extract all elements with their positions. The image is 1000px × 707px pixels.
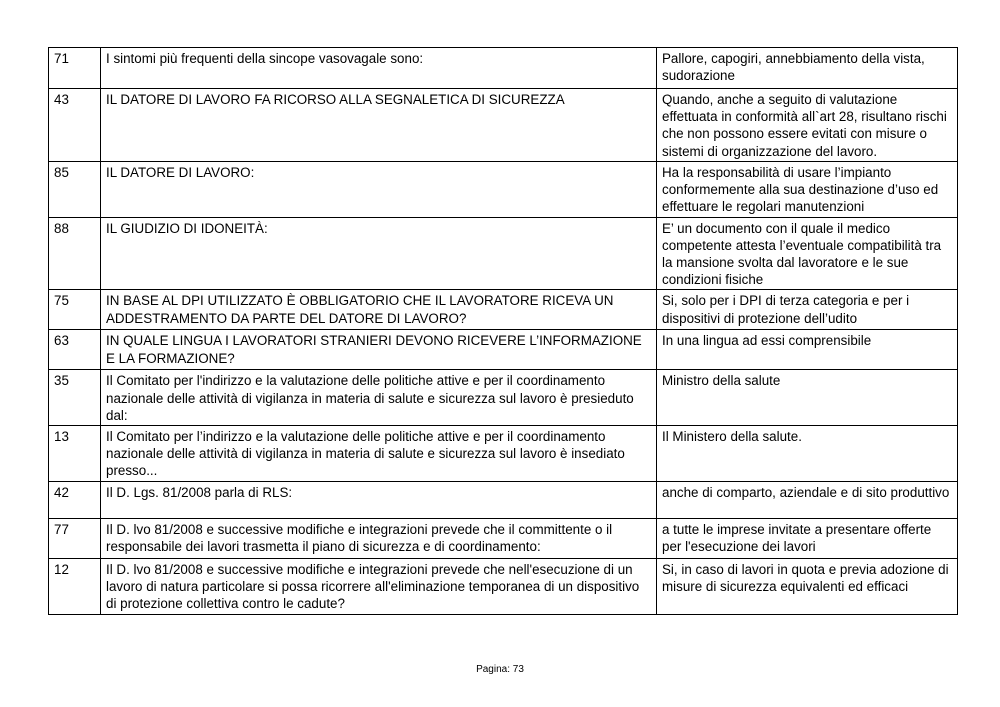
answer-text: Pallore, capogiri, annebbiamento della vista, sudorazione <box>657 48 958 89</box>
question-text: IL DATORE DI LAVORO FA RICORSO ALLA SEGNALETICA DI SICUREZZA <box>101 89 657 162</box>
page-footer <box>0 664 1000 676</box>
answer-text: a tutte le imprese invitate a presentare offerte per l'esecuzione dei lavori <box>657 518 958 558</box>
question-text: I sintomi più frequenti della sincope vasovagale sono: <box>101 48 657 89</box>
question-text: Il D. lvo 81/2008 e successive modifiche e integrazioni prevede che il committente o il responsabile dei lavori trasmetta il piano di sicurezza e di coordinamento: <box>101 518 657 558</box>
table-row <box>49 48 958 89</box>
question-number: 42 <box>49 481 101 518</box>
question-number: 85 <box>49 162 101 218</box>
question-number: 35 <box>49 370 101 426</box>
question-number: 88 <box>49 217 101 290</box>
table-row <box>49 558 958 614</box>
answer-text: Il Ministero della salute. <box>657 426 958 482</box>
question-number: 12 <box>49 558 101 614</box>
answer-text: Si, in caso di lavori in quota e previa adozione di misure di sicurezza equivalenti ed efficaci <box>657 558 958 614</box>
table-row <box>49 290 958 330</box>
answer-text: Si, solo per i DPI di terza categoria e per i dispositivi di protezione dell’udito <box>657 290 958 330</box>
answer-text: anche di comparto, aziendale e di sito produttivo <box>657 481 958 518</box>
answer-text: Quando, anche a seguito di valutazione effettuata in conformità all`art 28, risultano rischi che non possono essere evitati con misure o sistemi di organizzazione del lavoro. <box>657 89 958 162</box>
table-row <box>49 330 958 370</box>
question-text: IL GIUDIZIO DI IDONEITÀ: <box>101 217 657 290</box>
answer-text: Ha la responsabilità di usare l’impianto conformemente alla sua destinazione d’uso ed effettuare le regolari manutenzioni <box>657 162 958 218</box>
table-row <box>49 217 958 290</box>
table-row <box>49 162 958 218</box>
table-row <box>49 518 958 558</box>
page-number: Pagina: 73 <box>476 664 524 675</box>
question-text: Il D. Lgs. 81/2008 parla di RLS: <box>101 481 657 518</box>
question-text: IN QUALE LINGUA I LAVORATORI STRANIERI DEVONO RICEVERE L’INFORMAZIONE E LA FORMAZIONE? <box>101 330 657 370</box>
question-text: Il Comitato per l'indirizzo e la valutazione delle politiche attive e per il coordinamento nazionale delle attività di vigilanza in materia di salute e sicurezza sul lavoro è presieduto dal: <box>101 370 657 426</box>
table-row <box>49 370 958 426</box>
question-text: IL DATORE DI LAVORO: <box>101 162 657 218</box>
answer-text: E’ un documento con il quale il medico competente attesta l’eventuale compatibilità tra la mansione svolta dal lavoratore e le sue condizioni fisiche <box>657 217 958 290</box>
table-row <box>49 481 958 518</box>
question-text: Il D. lvo 81/2008 e successive modifiche e integrazioni prevede che nell'esecuzione di un lavoro di natura particolare si possa ricorrere all'eliminazione temporanea di un dispositivo di protezione collettiva contro le cadute? <box>101 558 657 614</box>
table-row <box>49 89 958 162</box>
question-number: 75 <box>49 290 101 330</box>
question-number: 63 <box>49 330 101 370</box>
answer-text: Ministro della salute <box>657 370 958 426</box>
question-text: Il Comitato per l’indirizzo e la valutazione delle politiche attive e per il coordinamento nazionale delle attività di vigilanza in materia di salute e sicurezza sul lavoro è insediato presso... <box>101 426 657 482</box>
table-row <box>49 426 958 482</box>
question-number: 77 <box>49 518 101 558</box>
question-number: 13 <box>49 426 101 482</box>
question-text: IN BASE AL DPI UTILIZZATO È OBBLIGATORIO CHE IL LAVORATORE RICEVA UN ADDESTRAMENTO DA PARTE DEL DATORE DI LAVORO? <box>101 290 657 330</box>
question-number: 71 <box>49 48 101 89</box>
question-answer-table <box>48 47 958 615</box>
answer-text: In una lingua ad essi comprensibile <box>657 330 958 370</box>
question-number: 43 <box>49 89 101 162</box>
